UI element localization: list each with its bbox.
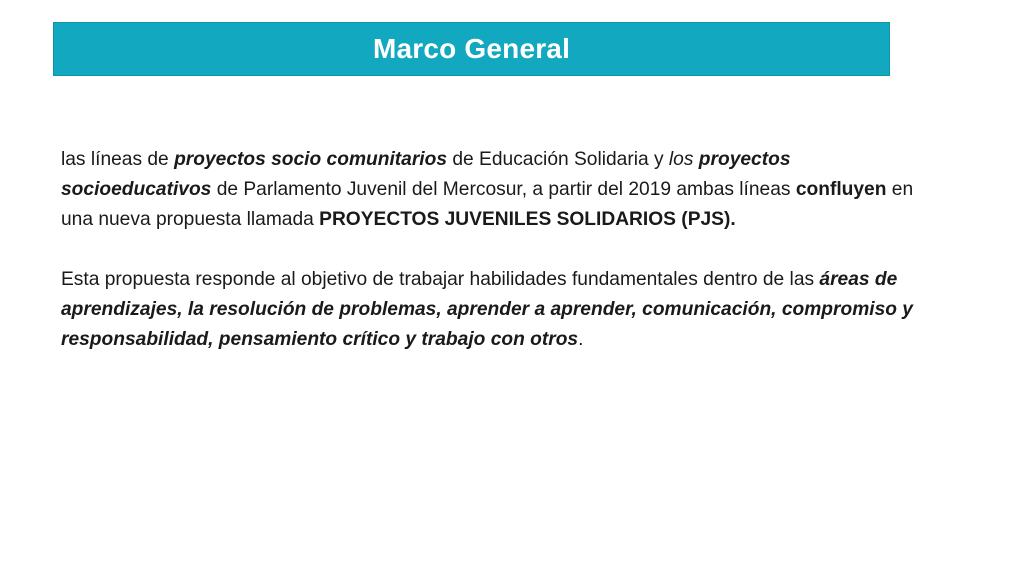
emphasis-habilidades-list: áreas de aprendizajes, la resolución de problemas, aprender a aprender, comunicación, compromiso y responsabilidad, pensamiento crítico y trabajo con otros: [61, 269, 913, 350]
text-span: las líneas de: [61, 149, 175, 170]
bold-confluyen: confluyen: [795, 179, 887, 200]
text-span: .: [578, 329, 584, 350]
slide-content: [61, 145, 931, 355]
text-span: de Educación Solidaria y: [447, 149, 669, 170]
text-span: de Parlamento Juvenil del Mercosur, a partir del 2019 ambas líneas: [211, 179, 796, 200]
italic-los: los: [668, 149, 694, 170]
slide-title: Marco General: [372, 33, 571, 64]
title-bar: [53, 22, 890, 76]
emphasis-socioeducativos: proyectos socioeducativos: [61, 149, 791, 200]
paragraph-pjs: [61, 145, 931, 235]
text-span: Esta propuesta responde al objetivo de trabajar habilidades fundamentales dentro de las: [61, 269, 820, 290]
emphasis-socio-comunitarios: proyectos socio comunitarios: [174, 149, 448, 170]
paragraph-habilidades: [61, 265, 931, 355]
bold-pjs-name: PROYECTOS JUVENILES SOLIDARIOS (PJS).: [319, 209, 736, 230]
text-span: en una nueva propuesta llamada: [61, 179, 914, 230]
